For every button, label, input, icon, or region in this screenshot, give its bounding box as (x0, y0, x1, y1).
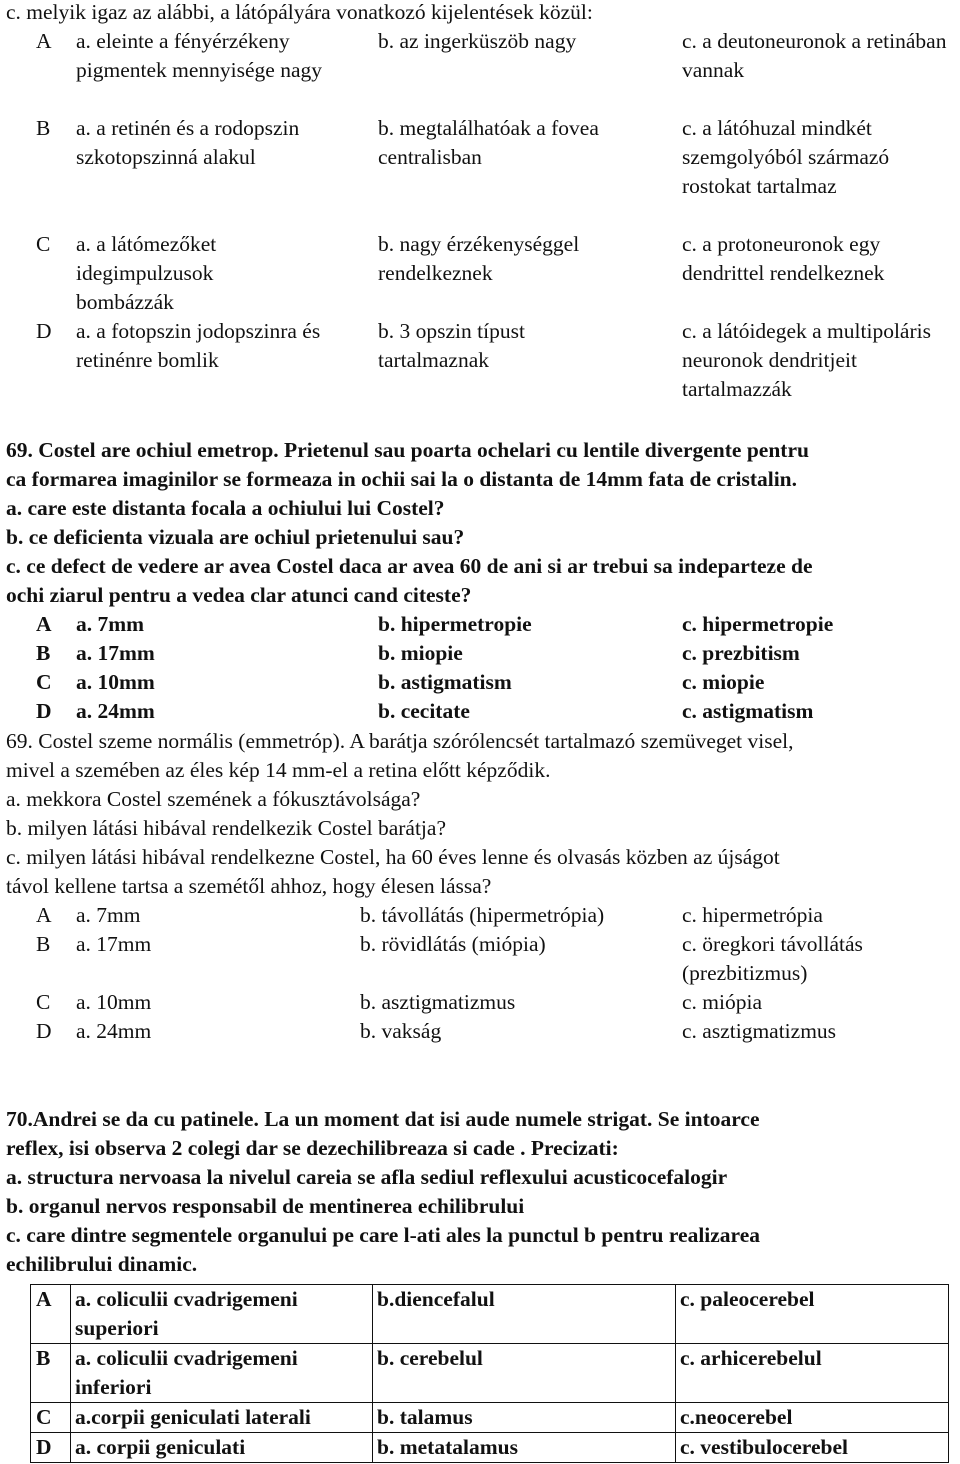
option-letter: C (36, 670, 52, 694)
option-a: a. a retinén és a rodopszin szkotopszinná alakul (76, 116, 300, 169)
option-a: a. a látómezőket idegimpulzusok bombázzák (76, 232, 217, 314)
option-letter: A (36, 612, 52, 636)
q2-line: 69. Costel are ochiul emetrop. Prietenul sau poarta ochelari cu lentile divergente pentru (6, 438, 809, 462)
option-b: b. rövidlátás (miópia) (360, 932, 546, 956)
option-b: b. vakság (360, 1019, 442, 1043)
option-a: a. corpii geniculati (71, 1433, 373, 1463)
table-row (31, 1433, 949, 1463)
option-letter: D (36, 1019, 52, 1043)
option-b: b. az ingerküszöb nagy (378, 29, 577, 53)
option-a: a. 7mm (76, 903, 141, 927)
q4-line: a. structura nervoasa la nivelul careia se afla sediul reflexului acusticocefalogir (6, 1165, 728, 1189)
option-letter: A (31, 1285, 71, 1344)
q4-line: c. care dintre segmentele organului pe care l-ati ales la punctul b pentru realizarea (6, 1223, 761, 1247)
option-b: b. megtalálhatóak a fovea centralisban (378, 116, 599, 169)
option-letter: D (36, 319, 52, 343)
option-a: a.corpii geniculati laterali (71, 1403, 373, 1433)
option-c: c. arhicerebelul (676, 1344, 949, 1403)
option-a: a. 24mm (76, 699, 155, 723)
option-letter: C (36, 232, 51, 256)
option-c: c. miopie (682, 670, 765, 694)
option-a: a. eleinte a fényérzékeny pigmentek mennyisége nagy (76, 29, 322, 82)
option-c: c. a deutoneuronok a retinában vannak (682, 29, 947, 82)
option-c: c. a protoneuronok egy dendrittel rendelkeznek (682, 232, 885, 285)
option-a: a. 17mm (76, 932, 152, 956)
option-c: c.neocerebel (676, 1403, 949, 1433)
option-letter: B (31, 1344, 71, 1403)
option-letter: C (36, 990, 51, 1014)
option-letter: B (36, 932, 51, 956)
option-b: b. 3 opszin típust tartalmaznak (378, 319, 525, 372)
option-c: c. miópia (682, 990, 763, 1014)
table-row (31, 1285, 949, 1344)
q4-line: reflex, isi observa 2 colegi dar se dezechilibreaza si cade . Precizati: (6, 1136, 619, 1160)
option-b: b. metatalamus (373, 1433, 676, 1463)
q2-line: ochi ziarul pentru a vedea clar atunci cand citeste? (6, 583, 472, 607)
option-a: a. 7mm (76, 612, 145, 636)
q4-line: echilibrului dinamic. (6, 1252, 198, 1276)
q3-line: távol kellene tartsa a szemétől ahhoz, hogy élesen lássa? (6, 874, 492, 898)
option-c: c. asztigmatizmus (682, 1019, 837, 1043)
q3-line: c. milyen látási hibával rendelkezne Costel, ha 60 éves lenne és olvasás közben az újságot (6, 845, 780, 869)
option-letter: B (36, 116, 51, 140)
option-a: a. 17mm (76, 641, 155, 665)
q3-line: b. milyen látási hibával rendelkezik Costel barátja? (6, 816, 446, 840)
q1-intro: c. melyik igaz az alábbi, a látópályára vonatkozó kijelentések közül: (6, 0, 593, 24)
q4-options-table (30, 1284, 949, 1463)
option-letter: A (36, 29, 52, 53)
option-c: c. astigmatism (682, 699, 814, 723)
q2-line: b. ce deficienta vizuala are ochiul prietenului sau? (6, 525, 465, 549)
option-b: b. távollátás (hipermetrópia) (360, 903, 605, 927)
option-c: c. a látóidegek a multipoláris neuronok dendritjeit tartalmazzák (682, 319, 931, 401)
option-letter: D (36, 699, 52, 723)
option-c: c. hipermetropie (682, 612, 834, 636)
option-b: b. cerebelul (373, 1344, 676, 1403)
q2-line: a. care este distanta focala a ochiului lui Costel? (6, 496, 445, 520)
option-a: a. coliculii cvadrigemeni inferiori (71, 1344, 373, 1403)
q2-line: c. ce defect de vedere ar avea Costel daca ar avea 60 de ani si ar trebui sa indeparteze de (6, 554, 813, 578)
table-row (31, 1344, 949, 1403)
option-letter: D (31, 1433, 71, 1463)
q4-line: b. organul nervos responsabil de mentinerea echilibrului (6, 1194, 525, 1218)
q3-line: 69. Costel szeme normális (emmetróp). A barátja szórólencsét tartalmazó szemüveget visel, (6, 729, 794, 753)
option-a: a. 10mm (76, 670, 155, 694)
option-c: c. paleocerebel (676, 1285, 949, 1344)
option-b: b. cecitate (378, 699, 470, 723)
q2-line: ca formarea imaginilor se formeaza in ochii sai la o distanta de 14mm fata de cristalin. (6, 467, 798, 491)
option-a: a. 10mm (76, 990, 152, 1014)
option-b: b. miopie (378, 641, 463, 665)
option-a: a. a fotopszin jodopszinra és retinénre bomlik (76, 319, 321, 372)
option-a: a. 24mm (76, 1019, 152, 1043)
option-c: c. öregkori távollátás (prezbitizmus) (682, 932, 863, 985)
option-c: c. prezbitism (682, 641, 800, 665)
option-letter: B (36, 641, 51, 665)
table-row (31, 1403, 949, 1433)
option-c: c. hipermetrópia (682, 903, 823, 927)
option-letter: C (31, 1403, 71, 1433)
option-b: b. talamus (373, 1403, 676, 1433)
q3-line: mivel a szemében az éles kép 14 mm-el a retina előtt képződik. (6, 758, 551, 782)
option-b: b. asztigmatizmus (360, 990, 516, 1014)
option-b: b. hipermetropie (378, 612, 532, 636)
option-letter: A (36, 903, 52, 927)
option-c: c. vestibulocerebel (676, 1433, 949, 1463)
option-c: c. a látóhuzal mindkét szemgolyóból származó rostokat tartalmaz (682, 116, 890, 198)
q3-line: a. mekkora Costel szemének a fókusztávolsága? (6, 787, 421, 811)
option-b: b. nagy érzékenységgel rendelkeznek (378, 232, 580, 285)
q4-line: 70.Andrei se da cu patinele. La un moment dat isi aude numele strigat. Se intoarce (6, 1107, 760, 1131)
option-b: b.diencefalul (373, 1285, 676, 1344)
option-a: a. coliculii cvadrigemeni superiori (71, 1285, 373, 1344)
option-b: b. astigmatism (378, 670, 512, 694)
